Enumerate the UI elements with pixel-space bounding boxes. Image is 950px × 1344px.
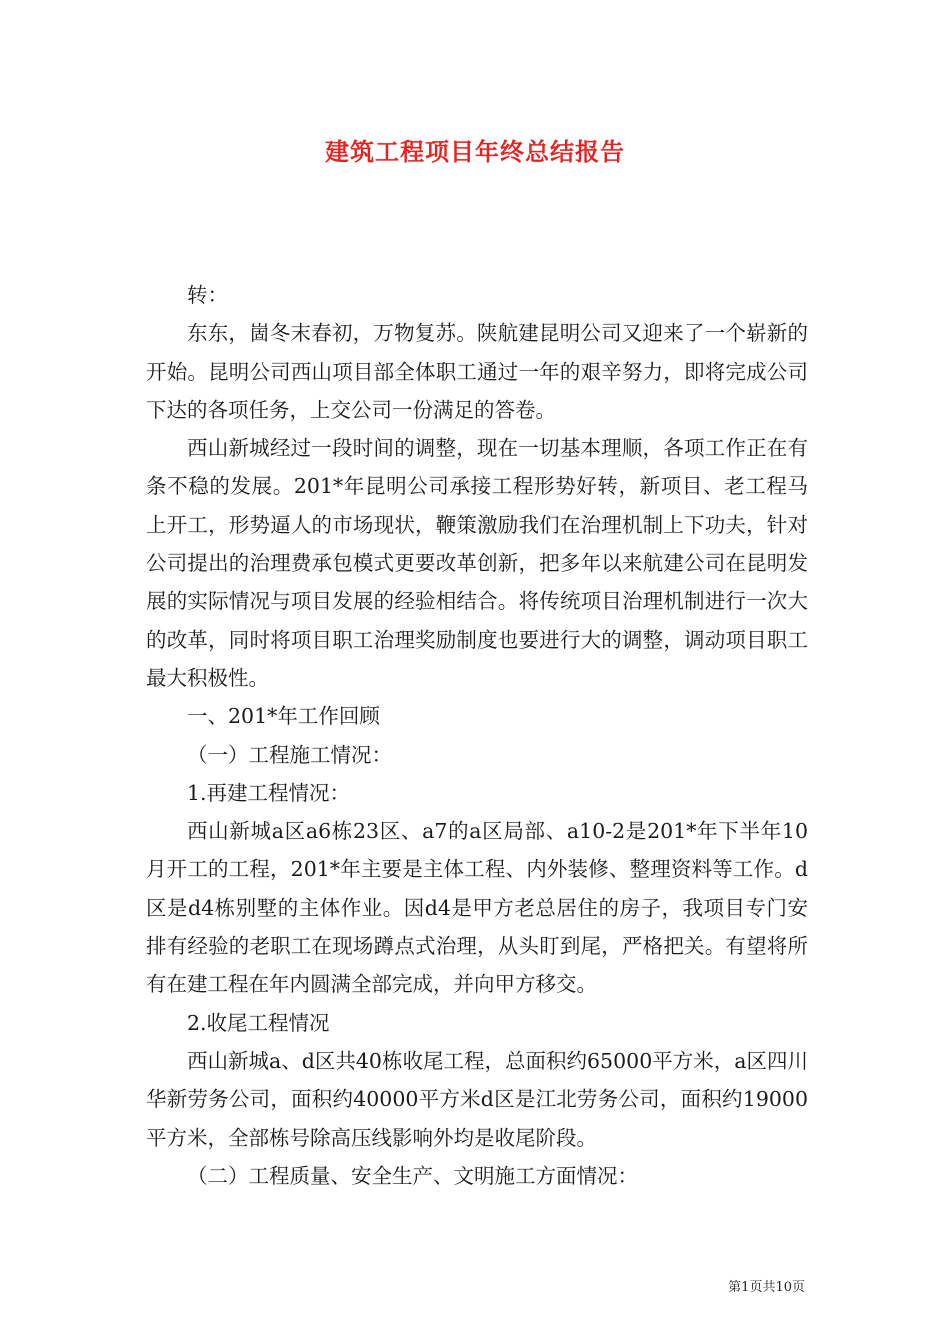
subsection-heading-quality: （二）工程质量、安全生产、文明施工方面情况： (187, 1163, 638, 1188)
page-number: 第1页共10页 (728, 1280, 805, 1295)
document-title: 建筑工程项目年终总结报告 (325, 137, 625, 166)
section-heading-review: 一、201*年工作回顾 (187, 704, 380, 729)
paragraph-ongoing: 西山新城a区a6栋23区、a7的a区局部、a10-2是201*年下半年10月开工的工程，201*年主要是主体工程、内外装修、整理资料等工作。d区是d4栋别墅的主体作业。因d4是甲方老总居住的房子，我项目专门安排有经验的老职工在现场蹲点式治理，从头盯到尾，严格把关。有望将所有在建工程在年内圆满全部完成，并向甲方移交。 (146, 819, 808, 997)
item-heading-ongoing: 1.再建工程情况： (187, 780, 351, 805)
paragraph-forward: 转： (187, 283, 228, 307)
subsection-heading-construction: （一）工程施工情况： (187, 742, 392, 767)
paragraph-intro: 东东，崮冬末春初，万物复苏。陕航建昆明公司又迎来了一个崭新的开始。昆明公司西山项目部全体职工通过一年的艰辛努力，即将完成公司下达的各项任务，上交公司一份满足的答卷。 (146, 321, 808, 422)
document-body (146, 276, 808, 1195)
paragraph-closing: 西山新城a、d区共40栋收尾工程，总面积约65000平方米，a区四川华新劳务公司，面积约40000平方米d区是江北劳务公司，面积约19000平方米，全部栋号除高压线影响外均是收尾阶段。 (146, 1048, 808, 1150)
paragraph-overview: 西山新城经过一段时间的调整，现在一切基本理顺，各项工作正在有条不稳的发展。201*年昆明公司承接工程形势好转，新项目、老工程马上开工，形势逼人的市场现状，鞭策激励我们在治理机制上下功夫，针对公司提出的治理费承包模式更要改革创新，把多年以来航建公司在昆明发展的实际情况与项目发展的经验相结合。将传统项目治理机制进行一次大的改革，同时将项目职工治理奖励制度也要进行大的调整，调动项目职工最大积极性。 (146, 436, 808, 690)
item-heading-closing: 2.收尾工程情况 (187, 1010, 330, 1035)
